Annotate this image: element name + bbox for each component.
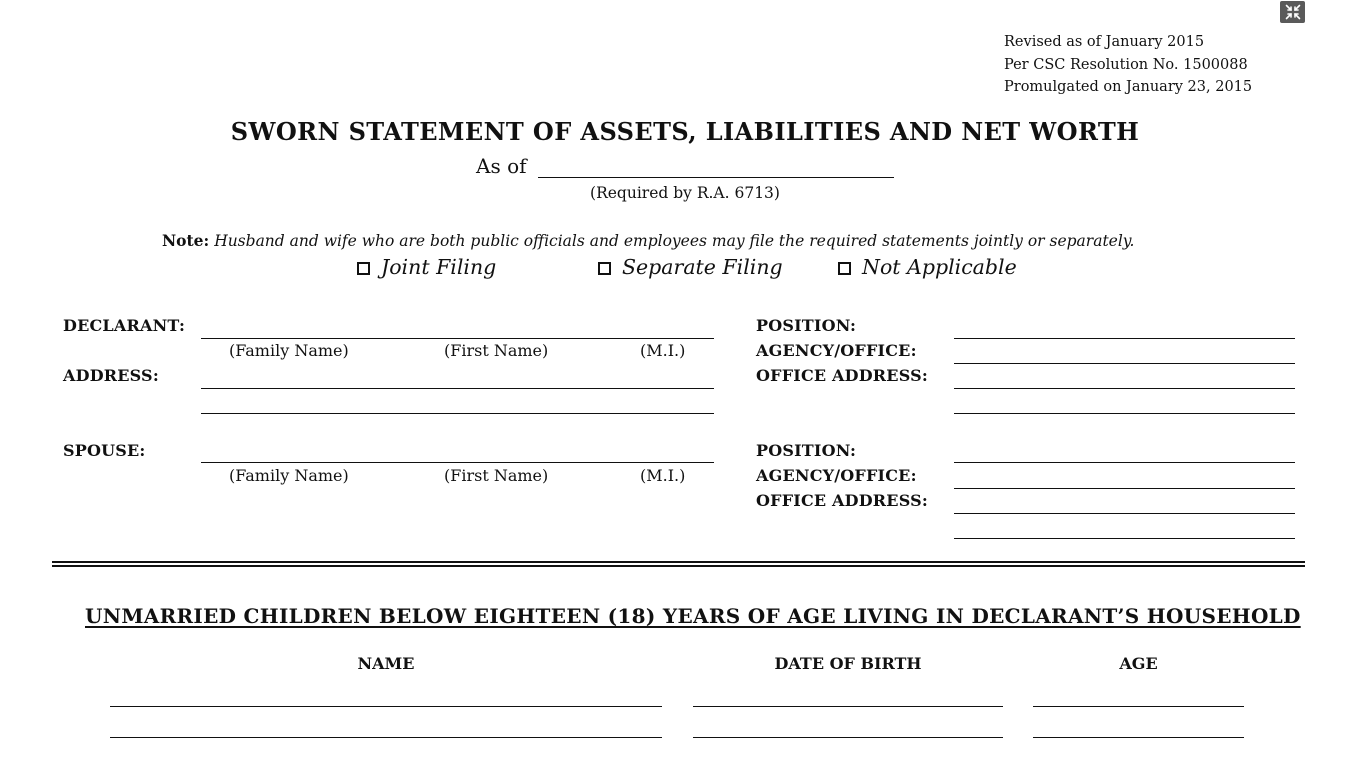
exit-fullscreen-button[interactable] <box>1280 1 1305 23</box>
declarant-first-name-caption: (First Name) <box>444 341 549 360</box>
declarant-agency-field[interactable] <box>954 363 1295 364</box>
promulgation-date: Promulgated on January 23, 2015 <box>1004 79 1253 95</box>
spouse-first-name-caption: (First Name) <box>444 466 549 485</box>
child-1-dob-field[interactable] <box>693 706 1003 707</box>
spouse-position-label: POSITION: <box>756 441 857 460</box>
address-field-line-1[interactable] <box>201 388 714 389</box>
children-age-header: AGE <box>1119 654 1158 673</box>
note-label: Note: <box>162 231 210 250</box>
address-field-line-2[interactable] <box>201 413 714 414</box>
children-name-header: NAME <box>357 654 415 673</box>
spouse-office-address-label: OFFICE ADDRESS: <box>756 491 928 510</box>
joint-filing-option[interactable] <box>357 255 496 279</box>
spouse-office-address-field-2[interactable] <box>954 538 1295 539</box>
child-2-name-field[interactable] <box>110 737 662 738</box>
separate-filing-label: Separate Filing <box>622 255 783 279</box>
spouse-mi-caption: (M.I.) <box>640 466 686 485</box>
collapse-arrows-icon <box>1285 4 1301 20</box>
as-of-date-field[interactable] <box>538 177 894 178</box>
section-divider-top <box>52 561 1305 563</box>
spouse-name-field[interactable] <box>201 462 714 463</box>
children-section-title: UNMARRIED CHILDREN BELOW EIGHTEEN (18) YEARS OF AGE LIVING IN DECLARANT’S HOUSEHOLD <box>85 604 1301 628</box>
section-divider-bottom <box>52 565 1305 567</box>
declarant-label: DECLARANT: <box>63 316 186 335</box>
declarant-mi-caption: (M.I.) <box>640 341 686 360</box>
joint-filing-label: Joint Filing <box>381 255 497 279</box>
revision-info <box>1004 31 1252 99</box>
as-of-label: As of <box>476 154 527 178</box>
spouse-agency-label: AGENCY/OFFICE: <box>756 466 917 485</box>
required-by-note: (Required by R.A. 6713) <box>590 184 780 202</box>
declarant-office-address-field-2[interactable] <box>954 413 1295 414</box>
declarant-agency-label: AGENCY/OFFICE: <box>756 341 917 360</box>
child-1-name-field[interactable] <box>110 706 662 707</box>
child-1-age-field[interactable] <box>1033 706 1244 707</box>
spouse-family-name-caption: (Family Name) <box>229 466 349 485</box>
separate-filing-option[interactable] <box>598 255 783 279</box>
declarant-name-field[interactable] <box>201 338 714 339</box>
separate-filing-checkbox[interactable] <box>598 262 611 275</box>
not-applicable-option[interactable] <box>838 255 1017 279</box>
spouse-position-field[interactable] <box>954 462 1295 463</box>
children-dob-header: DATE OF BIRTH <box>774 654 922 673</box>
note-text: Husband and wife who are both public officials and employees may file the required statements jointly or separately. <box>214 232 1135 250</box>
declarant-office-address-label: OFFICE ADDRESS: <box>756 366 928 385</box>
not-applicable-checkbox[interactable] <box>838 262 851 275</box>
revision-date: Revised as of January 2015 <box>1004 34 1205 50</box>
address-label: ADDRESS: <box>63 366 159 385</box>
declarant-position-label: POSITION: <box>756 316 857 335</box>
spouse-office-address-field-1[interactable] <box>954 513 1295 514</box>
child-2-dob-field[interactable] <box>693 737 1003 738</box>
filing-note <box>162 231 1134 250</box>
declarant-position-field[interactable] <box>954 338 1295 339</box>
not-applicable-label: Not Applicable <box>862 255 1017 279</box>
form-title: SWORN STATEMENT OF ASSETS, LIABILITIES AND NET WORTH <box>230 117 1140 146</box>
declarant-family-name-caption: (Family Name) <box>229 341 349 360</box>
declarant-office-address-field-1[interactable] <box>954 388 1295 389</box>
spouse-label: SPOUSE: <box>63 441 146 460</box>
joint-filing-checkbox[interactable] <box>357 262 370 275</box>
resolution-number: Per CSC Resolution No. 1500088 <box>1004 56 1248 73</box>
spouse-agency-field[interactable] <box>954 488 1295 489</box>
child-2-age-field[interactable] <box>1033 737 1244 738</box>
